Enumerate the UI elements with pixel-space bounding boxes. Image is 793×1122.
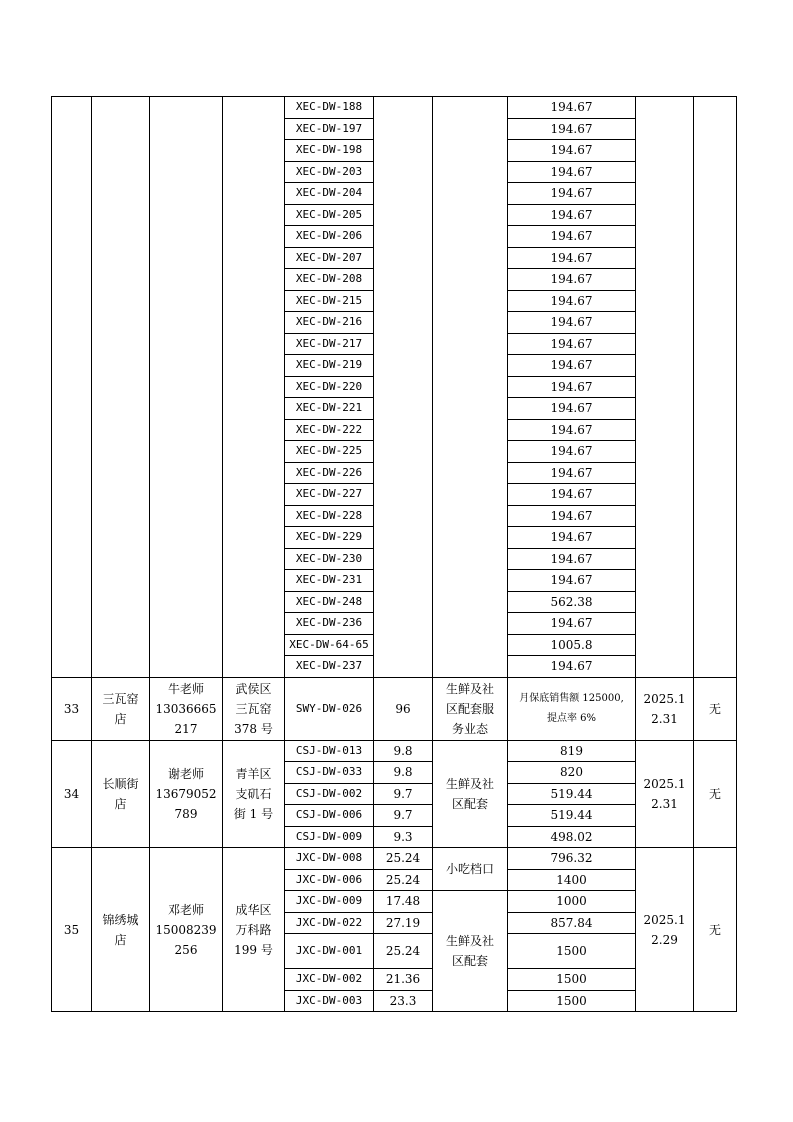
unit-code: CSJ-DW-002	[285, 783, 374, 805]
table-body	[52, 97, 737, 1012]
store-name-cell	[92, 97, 150, 678]
amount: 796.32	[508, 848, 636, 870]
unit-code: XEC-DW-227	[285, 484, 374, 506]
amount: 194.67	[508, 398, 636, 420]
store-address: 武侯区 三瓦窑 378 号	[223, 677, 285, 740]
unit-area: 25.24	[374, 869, 433, 891]
amount: 194.67	[508, 441, 636, 463]
unit-code: XEC-DW-230	[285, 548, 374, 570]
store-note: 无	[694, 677, 737, 740]
unit-code: XEC-DW-220	[285, 376, 374, 398]
unit-code: XEC-DW-198	[285, 140, 374, 162]
amount: 194.67	[508, 376, 636, 398]
store-no: 33	[52, 677, 92, 740]
unit-code: XEC-DW-226	[285, 462, 374, 484]
amount: 194.67	[508, 484, 636, 506]
amount: 194.67	[508, 312, 636, 334]
unit-code: CSJ-DW-006	[285, 805, 374, 827]
table-row	[52, 677, 737, 740]
unit-code: XEC-DW-215	[285, 290, 374, 312]
unit-code: XEC-DW-203	[285, 161, 374, 183]
no-cell	[52, 97, 92, 678]
amount: 498.02	[508, 826, 636, 848]
amount: 819	[508, 740, 636, 762]
unit-code: XEC-DW-217	[285, 333, 374, 355]
store-note: 无	[694, 848, 737, 1012]
unit-area: 9.3	[374, 826, 433, 848]
unit-code: XEC-DW-219	[285, 355, 374, 377]
unit-code: XEC-DW-228	[285, 505, 374, 527]
store-name: 长顺街 店	[92, 740, 150, 848]
address-cell	[223, 97, 285, 678]
amount: 194.67	[508, 505, 636, 527]
store-address: 青羊区 支矶石 街 1 号	[223, 740, 285, 848]
store-contact: 牛老师 13036665 217	[150, 677, 223, 740]
rent-terms: 月保底销售额 125000, 提点率 6%	[508, 677, 636, 740]
unit-code: XEC-DW-236	[285, 613, 374, 635]
unit-code: XEC-DW-205	[285, 204, 374, 226]
amount: 519.44	[508, 783, 636, 805]
unit-code: XEC-DW-207	[285, 247, 374, 269]
amount: 1500	[508, 969, 636, 991]
unit-code: XEC-DW-188	[285, 97, 374, 119]
amount: 194.67	[508, 140, 636, 162]
store-contact: 邓老师 15008239 256	[150, 848, 223, 1012]
note-cell	[694, 97, 737, 678]
lease-end-date: 2025.1 2.29	[636, 848, 694, 1012]
amount: 194.67	[508, 247, 636, 269]
unit-code: XEC-DW-216	[285, 312, 374, 334]
unit-code: CSJ-DW-033	[285, 762, 374, 784]
amount: 857.84	[508, 912, 636, 934]
amount: 194.67	[508, 161, 636, 183]
store-note: 无	[694, 740, 737, 848]
unit-code: JXC-DW-002	[285, 969, 374, 991]
amount: 194.67	[508, 290, 636, 312]
unit-area: 9.7	[374, 805, 433, 827]
unit-area: 9.7	[374, 783, 433, 805]
amount: 194.67	[508, 462, 636, 484]
contact-cell	[150, 97, 223, 678]
amount: 1400	[508, 869, 636, 891]
amount: 194.67	[508, 204, 636, 226]
unit-area: 27.19	[374, 912, 433, 934]
amount: 1005.8	[508, 634, 636, 656]
amount: 1500	[508, 934, 636, 969]
unit-code: CSJ-DW-013	[285, 740, 374, 762]
amount: 820	[508, 762, 636, 784]
unit-area: 25.24	[374, 848, 433, 870]
unit-code: XEC-DW-197	[285, 118, 374, 140]
store-format: 生鲜及社 区配套	[433, 891, 508, 1012]
amount: 194.67	[508, 419, 636, 441]
store-format: 生鲜及社 区配套	[433, 740, 508, 848]
store-format: 生鲜及社 区配套服 务业态	[433, 677, 508, 740]
store-no: 34	[52, 740, 92, 848]
amount: 194.67	[508, 333, 636, 355]
date-cell	[636, 97, 694, 678]
store-no: 35	[52, 848, 92, 1012]
unit-area: 9.8	[374, 762, 433, 784]
amount: 519.44	[508, 805, 636, 827]
unit-code: XEC-DW-208	[285, 269, 374, 291]
unit-code: XEC-DW-231	[285, 570, 374, 592]
amount: 1000	[508, 891, 636, 913]
unit-area: 96	[374, 677, 433, 740]
amount: 194.67	[508, 226, 636, 248]
amount: 194.67	[508, 548, 636, 570]
amount: 194.67	[508, 183, 636, 205]
amount: 194.67	[508, 269, 636, 291]
unit-code: XEC-DW-229	[285, 527, 374, 549]
unit-code: XEC-DW-64-65	[285, 634, 374, 656]
amount: 194.67	[508, 527, 636, 549]
unit-code: JXC-DW-003	[285, 990, 374, 1012]
lease-table	[51, 96, 737, 1012]
unit-code: XEC-DW-237	[285, 656, 374, 678]
format-cell	[433, 97, 508, 678]
unit-area: 17.48	[374, 891, 433, 913]
amount: 562.38	[508, 591, 636, 613]
amount: 194.67	[508, 656, 636, 678]
store-name: 锦绣城 店	[92, 848, 150, 1012]
unit-area: 9.8	[374, 740, 433, 762]
unit-area: 23.3	[374, 990, 433, 1012]
table-row	[52, 848, 737, 870]
unit-code: XEC-DW-204	[285, 183, 374, 205]
unit-code: XEC-DW-206	[285, 226, 374, 248]
amount: 194.67	[508, 570, 636, 592]
lease-end-date: 2025.1 2.31	[636, 740, 694, 848]
unit-code: JXC-DW-006	[285, 869, 374, 891]
unit-code: SWY-DW-026	[285, 677, 374, 740]
amount: 194.67	[508, 97, 636, 119]
unit-code: XEC-DW-222	[285, 419, 374, 441]
store-name: 三瓦窑 店	[92, 677, 150, 740]
unit-code: JXC-DW-001	[285, 934, 374, 969]
amount: 194.67	[508, 613, 636, 635]
unit-code: XEC-DW-248	[285, 591, 374, 613]
unit-code: JXC-DW-022	[285, 912, 374, 934]
unit-area: 21.36	[374, 969, 433, 991]
store-address: 成华区 万科路 199 号	[223, 848, 285, 1012]
amount: 194.67	[508, 118, 636, 140]
area-cell	[374, 97, 433, 678]
unit-code: XEC-DW-221	[285, 398, 374, 420]
amount: 1500	[508, 990, 636, 1012]
table-row	[52, 97, 737, 119]
unit-code: CSJ-DW-009	[285, 826, 374, 848]
amount: 194.67	[508, 355, 636, 377]
unit-code: JXC-DW-009	[285, 891, 374, 913]
table-row	[52, 740, 737, 762]
unit-code: JXC-DW-008	[285, 848, 374, 870]
unit-area: 25.24	[374, 934, 433, 969]
store-format: 小吃档口	[433, 848, 508, 891]
store-contact: 谢老师 13679052 789	[150, 740, 223, 848]
lease-end-date: 2025.1 2.31	[636, 677, 694, 740]
unit-code: XEC-DW-225	[285, 441, 374, 463]
